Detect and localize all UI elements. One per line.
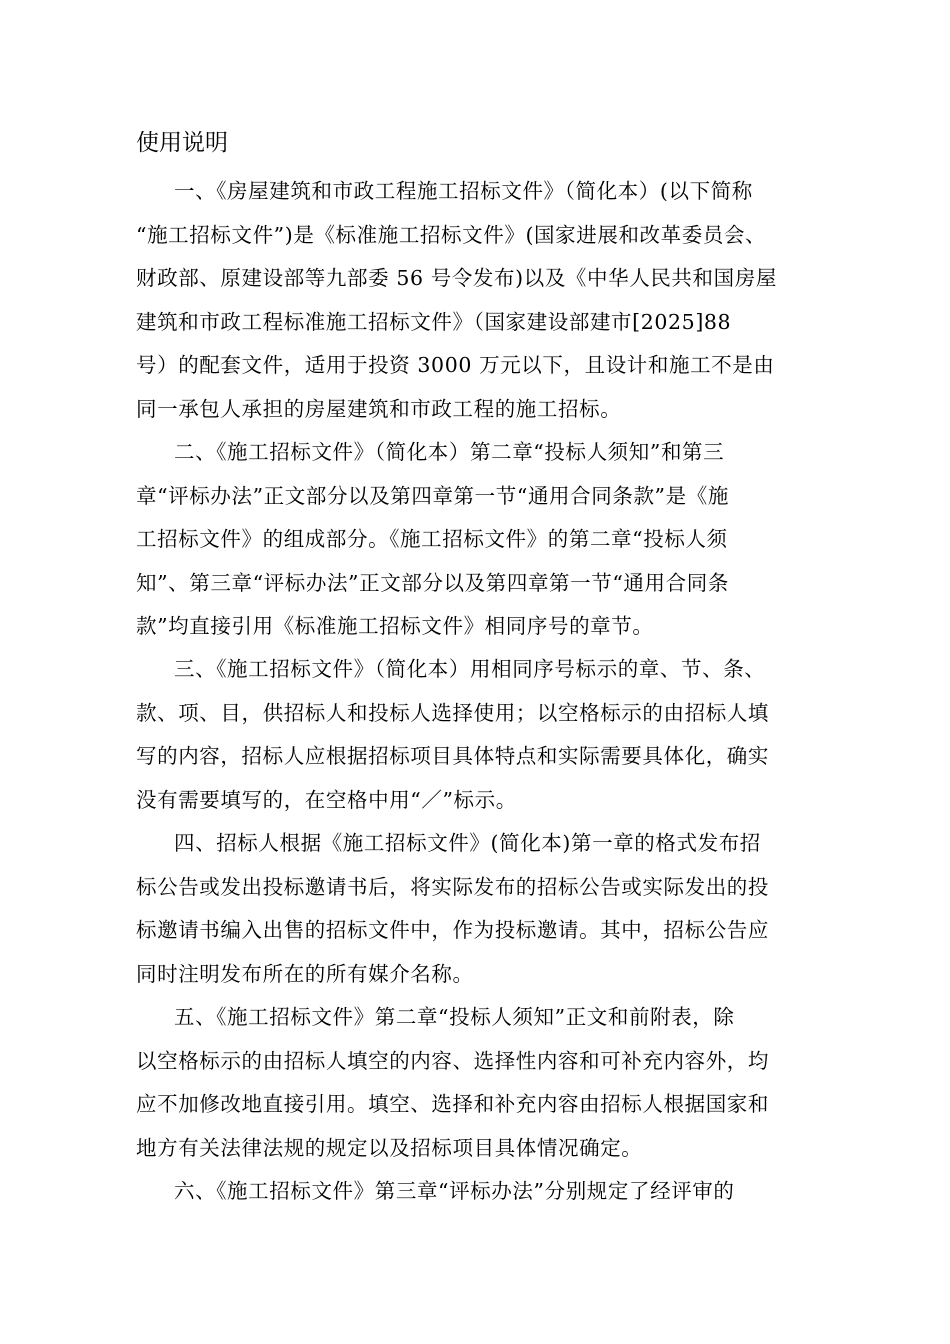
document-heading: 使用说明 (136, 130, 228, 156)
paragraph-line: 地方有关法律法规的规定以及招标项目具体情况确定。 (136, 1135, 643, 1160)
paragraph-6 (136, 1170, 826, 1214)
paragraph-line: 应不加修改地直接引用。填空、选择和补充内容由招标人根据国家和 (136, 1092, 769, 1116)
paragraph-line: 五、《施工招标文件》第二章“投标人须知”正文和前附表，除 (174, 1005, 735, 1029)
paragraph-line: 以空格标示的由招标人填空的内容、选择性内容和可补充内容外，均 (136, 1048, 769, 1073)
paragraph-line: 三、《施工招标文件》（简化本）用相同序号标示的章、节、条、 (174, 657, 766, 681)
paragraph-line: 四、招标人根据《施工招标文件》(简化本)第一章的格式发布招 (174, 831, 761, 855)
paragraph-4 (136, 822, 826, 996)
paragraph-2 (136, 431, 826, 649)
paragraph-line: 一、《房屋建筑和市政工程施工招标文件》（简化本）(以下简称 (174, 179, 753, 203)
paragraph-line: 标邀请书编入出售的招标文件中，作为投标邀请。其中，招标公告应 (136, 918, 769, 942)
paragraph-line: 款”均直接引用《标准施工招标文件》相同序号的章节。 (136, 614, 654, 638)
paragraph-5 (136, 996, 826, 1170)
paragraph-line: 同一承包人承担的房屋建筑和市政工程的施工招标。 (136, 396, 622, 421)
paragraph-line: 款、项、目，供招标人和投标人选择使用；以空格标示的由招标人填 (136, 700, 769, 725)
paragraph-3 (136, 648, 826, 822)
paragraph-line: 标公告或发出投标邀请书后，将实际发布的招标公告或实际发出的投 (136, 874, 769, 899)
paragraph-line: 二、《施工招标文件》（简化本）第二章“投标人须知”和第三 (174, 440, 725, 464)
paragraph-line: “施工招标文件”)是《标准施工招标文件》(国家进展和改革委员会、 (136, 222, 767, 247)
paragraph-1 (136, 170, 826, 431)
paragraph-line: 同时注明发布所在的所有媒介名称。 (136, 961, 474, 986)
paragraph-line: 工招标文件》的组成部分。《施工招标文件》的第二章“投标人须 (136, 527, 728, 551)
paragraph-line: 建筑和市政工程标准施工招标文件》（国家建设部建市[2025]88 (136, 309, 732, 334)
paragraph-line: 六、《施工招标文件》第三章“评标办法”分别规定了经评审的 (174, 1179, 735, 1203)
paragraph-line: 财政部、原建设部等九部委 56 号令发布)以及《中华人民共和国房屋 (136, 266, 777, 290)
paragraph-line: 知”、第三章“评标办法”正文部分以及第四章第一节“通用合同条 (136, 570, 729, 595)
paragraph-line: 章“评标办法”正文部分以及第四章第一节“通用合同条款”是《施 (136, 483, 729, 508)
paragraph-line: 没有需要填写的，在空格中用“／”标示。 (136, 787, 517, 812)
paragraph-line: 写的内容，招标人应根据招标项目具体特点和实际需要具体化，确实 (136, 744, 769, 768)
paragraph-line: 号）的配套文件，适用于投资 3000 万元以下，且设计和施工不是由 (136, 353, 775, 377)
